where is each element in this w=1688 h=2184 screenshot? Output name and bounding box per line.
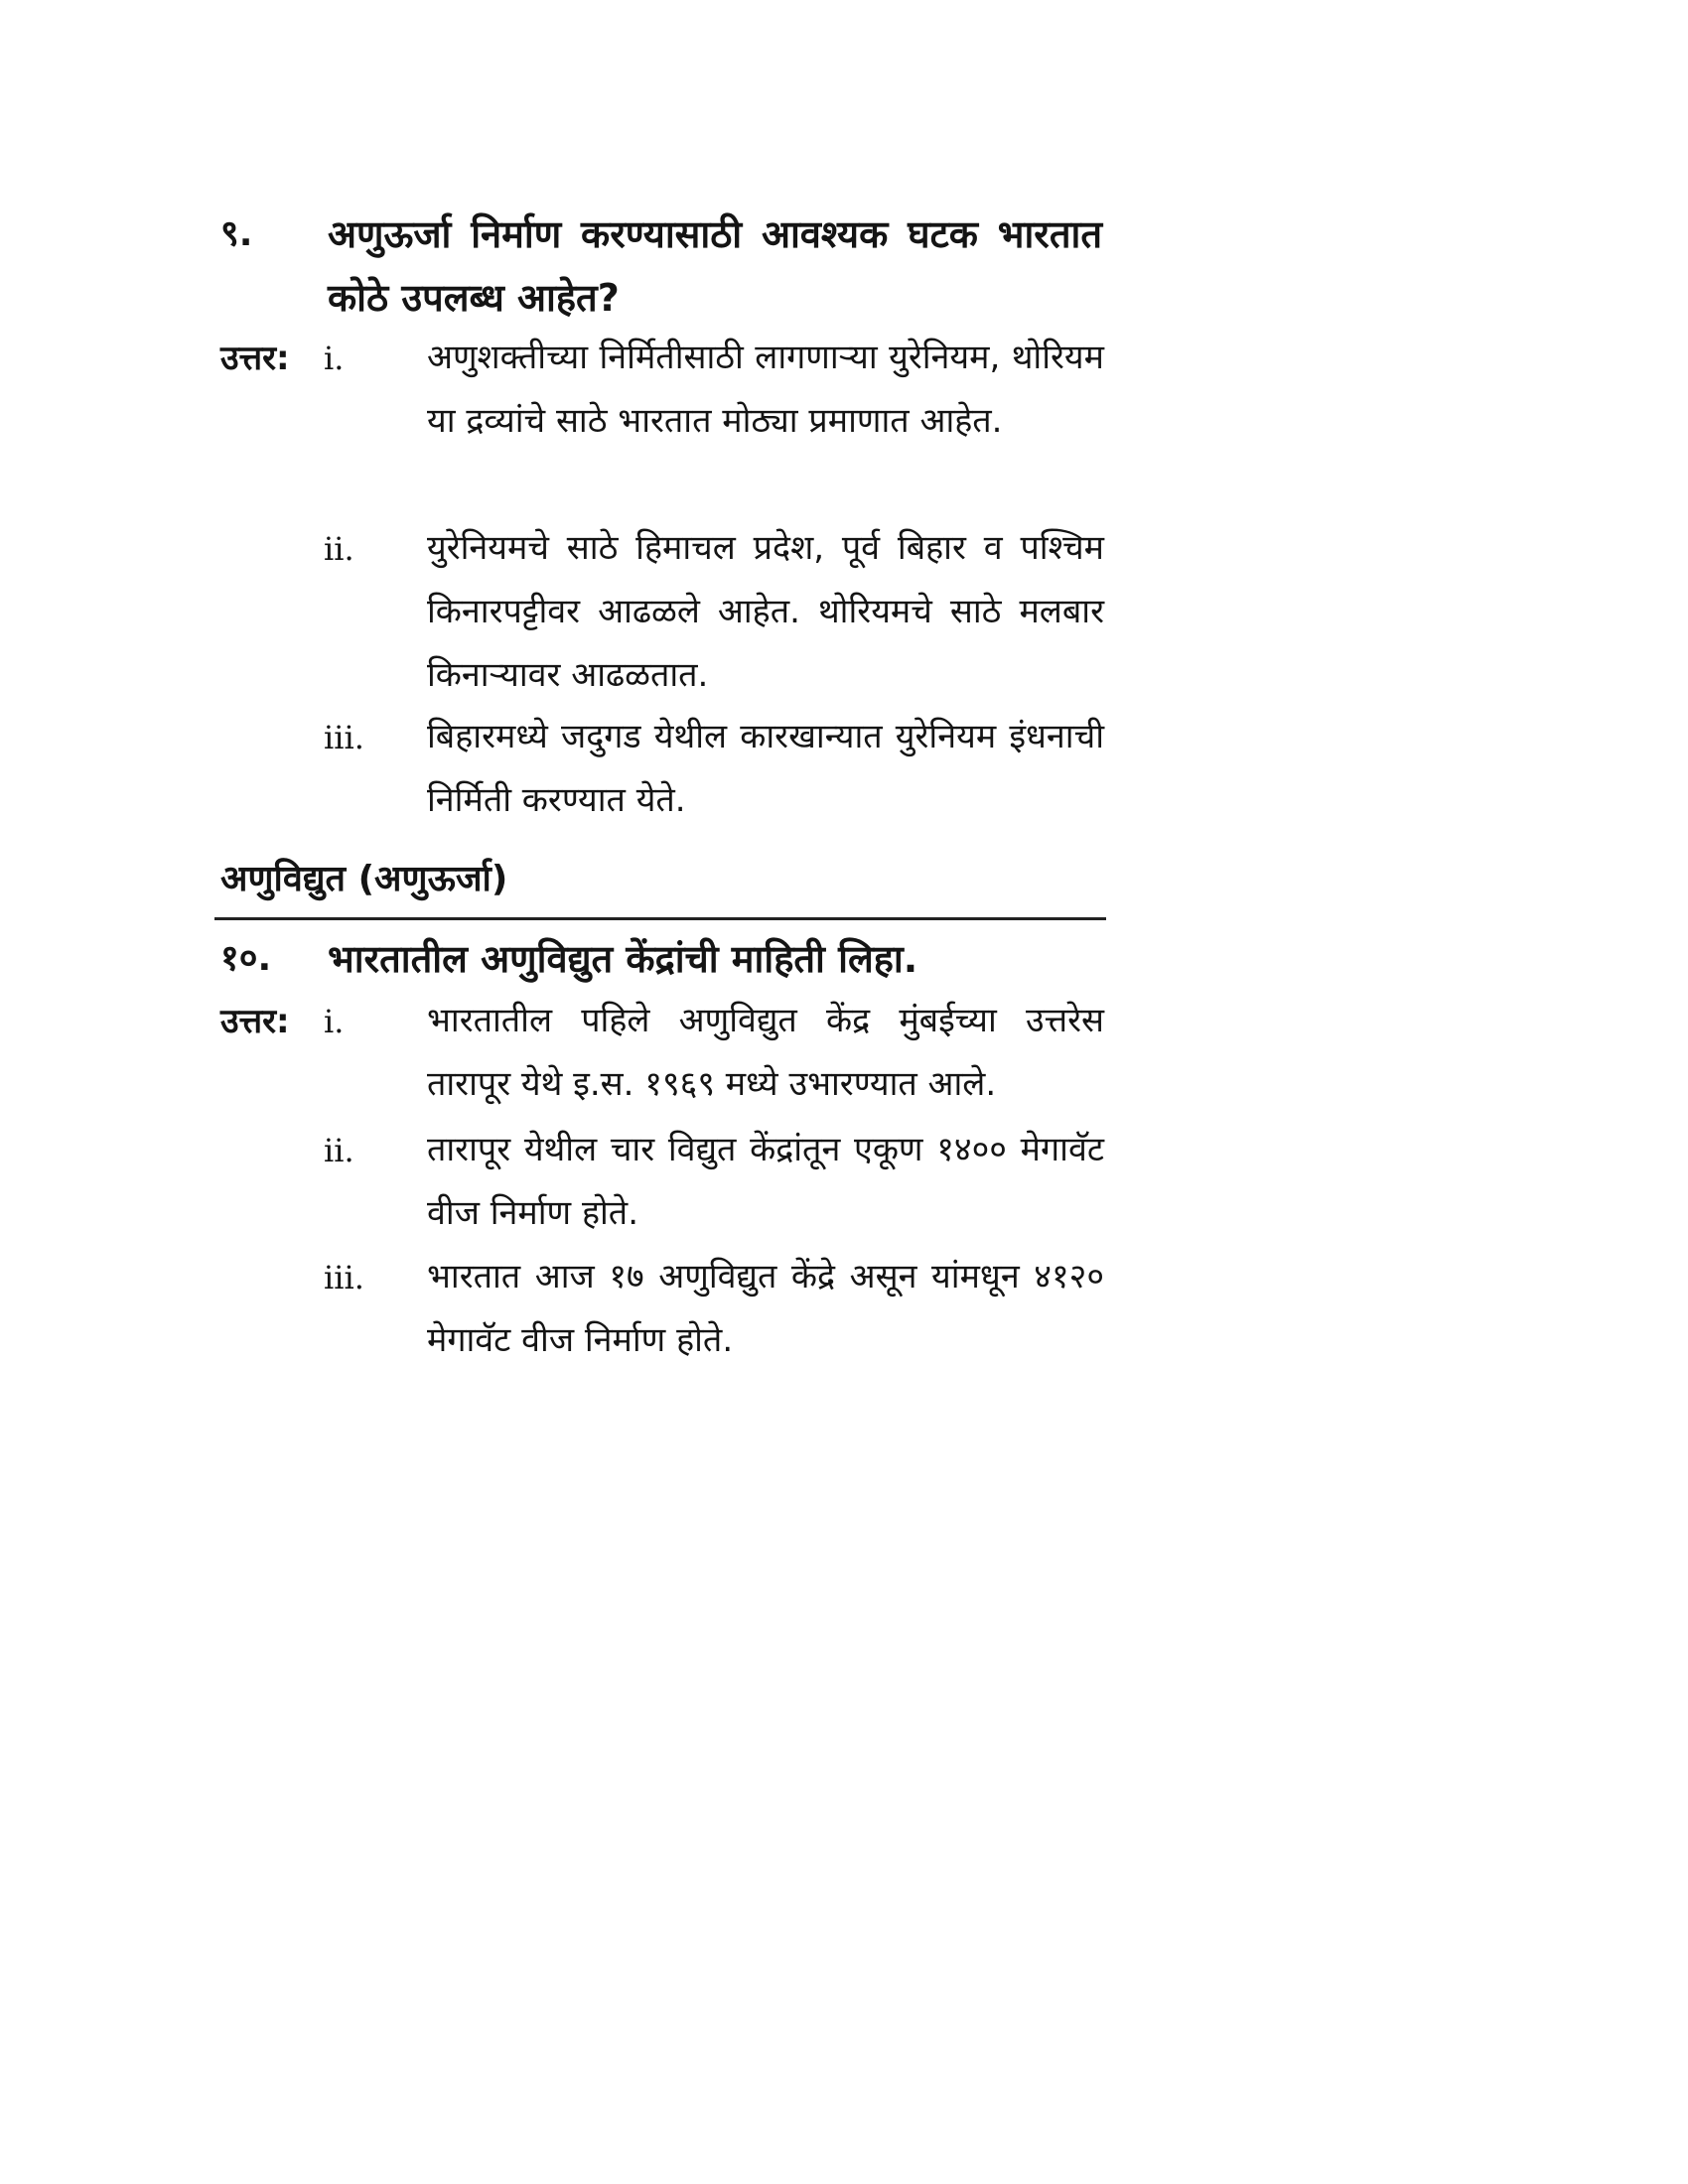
answer-item: बिहारमध्ये जदुगड येथील कारखान्यात युरेनियम इंधनाची निर्मिती करण्यात येते. [427,717,1104,820]
section-divider [214,917,1106,920]
answer-item: तारापूर येथील चार विद्युत केंद्रांतून एकूण १४०० मेगावॅट वीज निर्माण होते. [427,1130,1104,1233]
answer-marker: iii. [324,1259,364,1297]
answer-item: युरेनियमचे साठे हिमाचल प्रदेश, पूर्व बिहार व पश्चिम किनारपट्टीवर आढळले आहेत. थोरियमचे साठे मलबार किनाऱ्यावर आढळतात. [427,528,1104,695]
answer-marker: iii. [324,719,364,756]
answer-marker: i. [324,340,345,377]
answer-label: उत्तर: [220,339,290,378]
answer-marker: i. [324,1003,345,1040]
question-text: भारतातील अणुविद्युत केंद्रांची माहिती लिहा. [328,937,918,981]
question-number: ९. [220,213,253,254]
answer-item: अणुशक्तीच्या निर्मितीसाठी लागणाऱ्या युरेनियम, थोरियम या द्रव्यांचे साठे भारतात मोठ्या प्रमाणात आहेत. [427,338,1104,441]
section-heading: अणुविद्युत (अणुऊर्जा) [220,859,508,899]
answer-label: उत्तर: [220,1002,290,1041]
question-text: अणुऊर्जा निर्माण करण्यासाठी आवश्यक घटक भारतात कोठे उपलब्ध आहेत? [328,212,1102,320]
answer-item: भारतातील पहिले अणुविद्युत केंद्र मुंबईच्या उत्तरेस तारापूर येथे इ.स. १९६९ मध्ये उभारण्यात आले. [427,1001,1104,1104]
question-number: १०. [220,938,272,979]
answer-marker: ii. [324,530,354,568]
answer-marker: ii. [324,1132,354,1169]
answer-item: भारतात आज १७ अणुविद्युत केंद्रे असून यांमधून ४१२० मेगावॅट वीज निर्माण होते. [427,1257,1104,1360]
